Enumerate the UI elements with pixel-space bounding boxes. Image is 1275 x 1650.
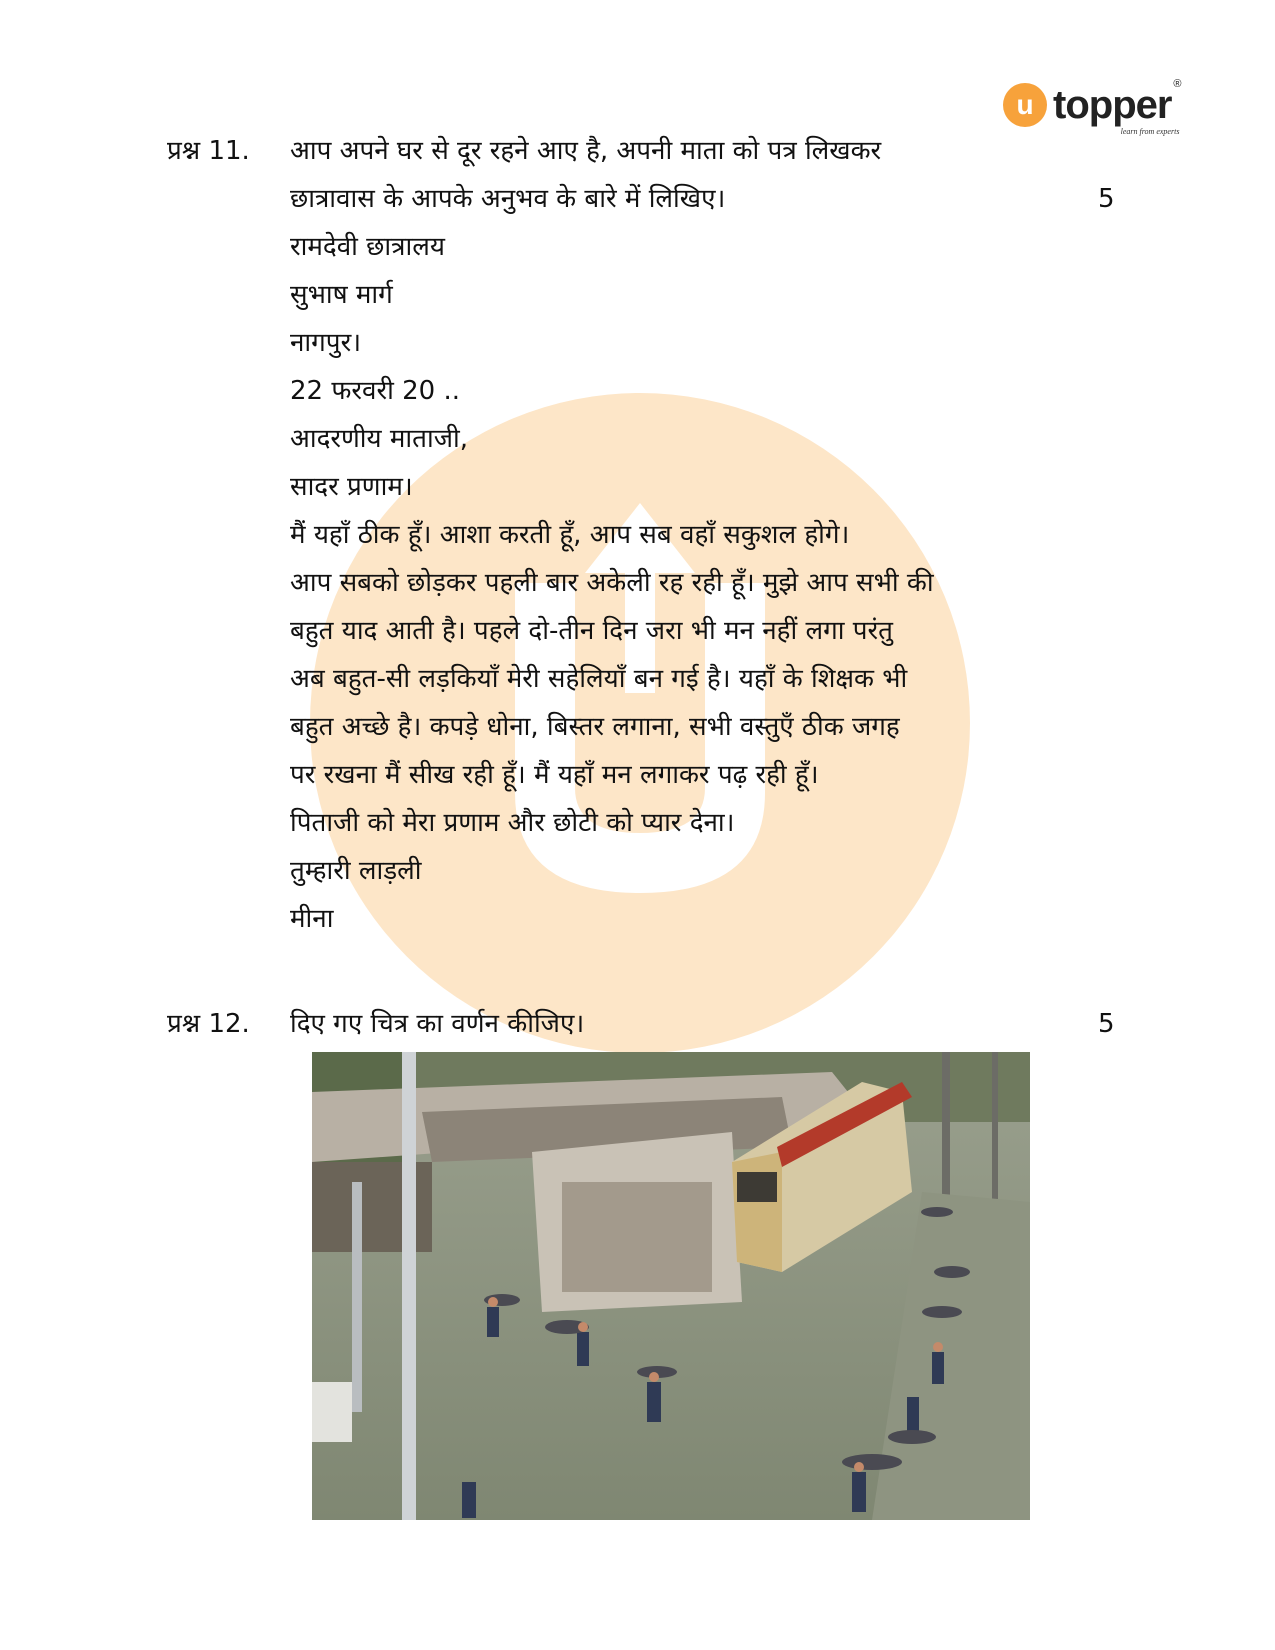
letter-line: तुम्हारी लाड़ली [290, 856, 422, 886]
logo-brand-text: topper [1053, 82, 1172, 127]
flooded-station-photo [312, 1052, 1030, 1520]
letter-line: आप सबको छोड़कर पहली बार अकेली रह रही हूँ। मुझे आप सभी की [290, 568, 934, 598]
letter-line: सुभाष मार्ग [290, 280, 393, 310]
logo-tagline: learn from experts [1120, 127, 1180, 136]
letter-line: पिताजी को मेरा प्रणाम और छोटी को प्यार देना। [290, 808, 735, 838]
q12-marks: 5 [1098, 1009, 1115, 1039]
q11-marks: 5 [1098, 184, 1115, 214]
letter-line: मीना [290, 904, 334, 934]
letter-line: नागपुर। [290, 328, 362, 358]
q12-question: दिए गए चित्र का वर्णन कीजिए। [290, 1009, 585, 1039]
letter-line: आदरणीय माताजी, [290, 424, 469, 454]
letter-line: अब बहुत-सी लड़कियाँ मेरी सहेलियाँ बन गई है। यहाँ के शिक्षक भी [290, 664, 908, 694]
q12-label: प्रश्न 12. [167, 1009, 250, 1039]
letter-line: 22 फरवरी 20 .. [290, 376, 460, 406]
logo-registered-mark: ® [1173, 78, 1182, 90]
q11-label: प्रश्न 11. [167, 136, 250, 166]
q11-question-line2: छात्रावास के आपके अनुभव के बारे में लिखिए। [290, 184, 726, 214]
letter-line: पर रखना मैं सीख रही हूँ। मैं यहाँ मन लगाकर पढ़ रही हूँ। [290, 760, 819, 790]
logo-mark-icon: u [1003, 83, 1047, 127]
topper-logo [1003, 78, 1182, 136]
letter-line: मैं यहाँ ठीक हूँ। आशा करती हूँ, आप सब वहाँ सकुशल होगे। [290, 520, 850, 550]
letter-line: रामदेवी छात्रालय [290, 232, 445, 262]
letter-line: बहुत याद आती है। पहले दो-तीन दिन जरा भी मन नहीं लगा परंतु [290, 616, 893, 646]
letter-line: सादर प्रणाम। [290, 472, 413, 502]
letter-line: बहुत अच्छे है। कपड़े धोना, बिस्तर लगाना, सभी वस्तुएँ ठीक जगह [290, 712, 900, 742]
q11-question-line1: आप अपने घर से दूर रहने आए है, अपनी माता को पत्र लिखकर [290, 136, 882, 166]
